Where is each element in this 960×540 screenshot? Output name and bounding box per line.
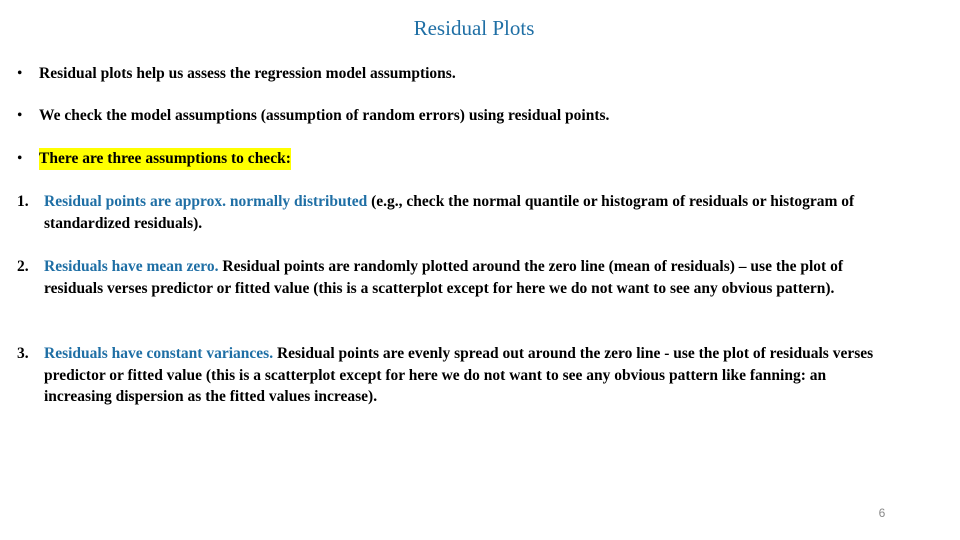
numbered-item [17,343,897,408]
bullet-text: Residual plots help us assess the regression model assumptions. [39,65,456,82]
bullet-text: We check the model assumptions (assumption of random errors) using residual points. [39,107,610,124]
bullet-item [17,148,917,170]
bullet-marker: • [17,150,23,167]
item-number: 3. [17,345,29,362]
page-number: 6 [878,506,886,520]
item-number: 1. [17,193,29,210]
item-lead: Residuals have mean zero. [44,258,219,275]
bullet-item [17,63,917,85]
slide-title: Residual Plots [413,16,535,40]
bullet-marker: • [17,107,23,124]
bullet-item [17,105,917,127]
item-body [44,343,897,408]
bullet-marker: • [17,65,23,82]
item-body [44,256,897,299]
item-text: Residual points are evenly spread out around the zero line - use the plot of residuals verses predictor or fitted value (this is a scatterplot except for here we do not want to see any obvious pattern like fanning: an increasing dispersion as the fitted values increase). [44,345,874,405]
item-text: (e.g., check the normal quantile or histogram of residuals or histogram of standardized residuals). [44,193,855,232]
item-lead: Residuals have constant variances. [44,345,274,362]
item-text: Residual points are randomly plotted around the zero line (mean of residuals) – use the plot of residuals verses predictor or fitted value (this is a scatterplot except for here we do not want to see any obvious pattern). [44,258,843,297]
numbered-item [17,256,897,299]
numbered-item [17,191,897,234]
item-body [44,191,897,234]
item-lead: Residual points are approx. normally distributed [44,193,368,210]
item-number: 2. [17,258,29,275]
highlighted-bullet-text: There are three assumptions to check: [39,148,291,170]
